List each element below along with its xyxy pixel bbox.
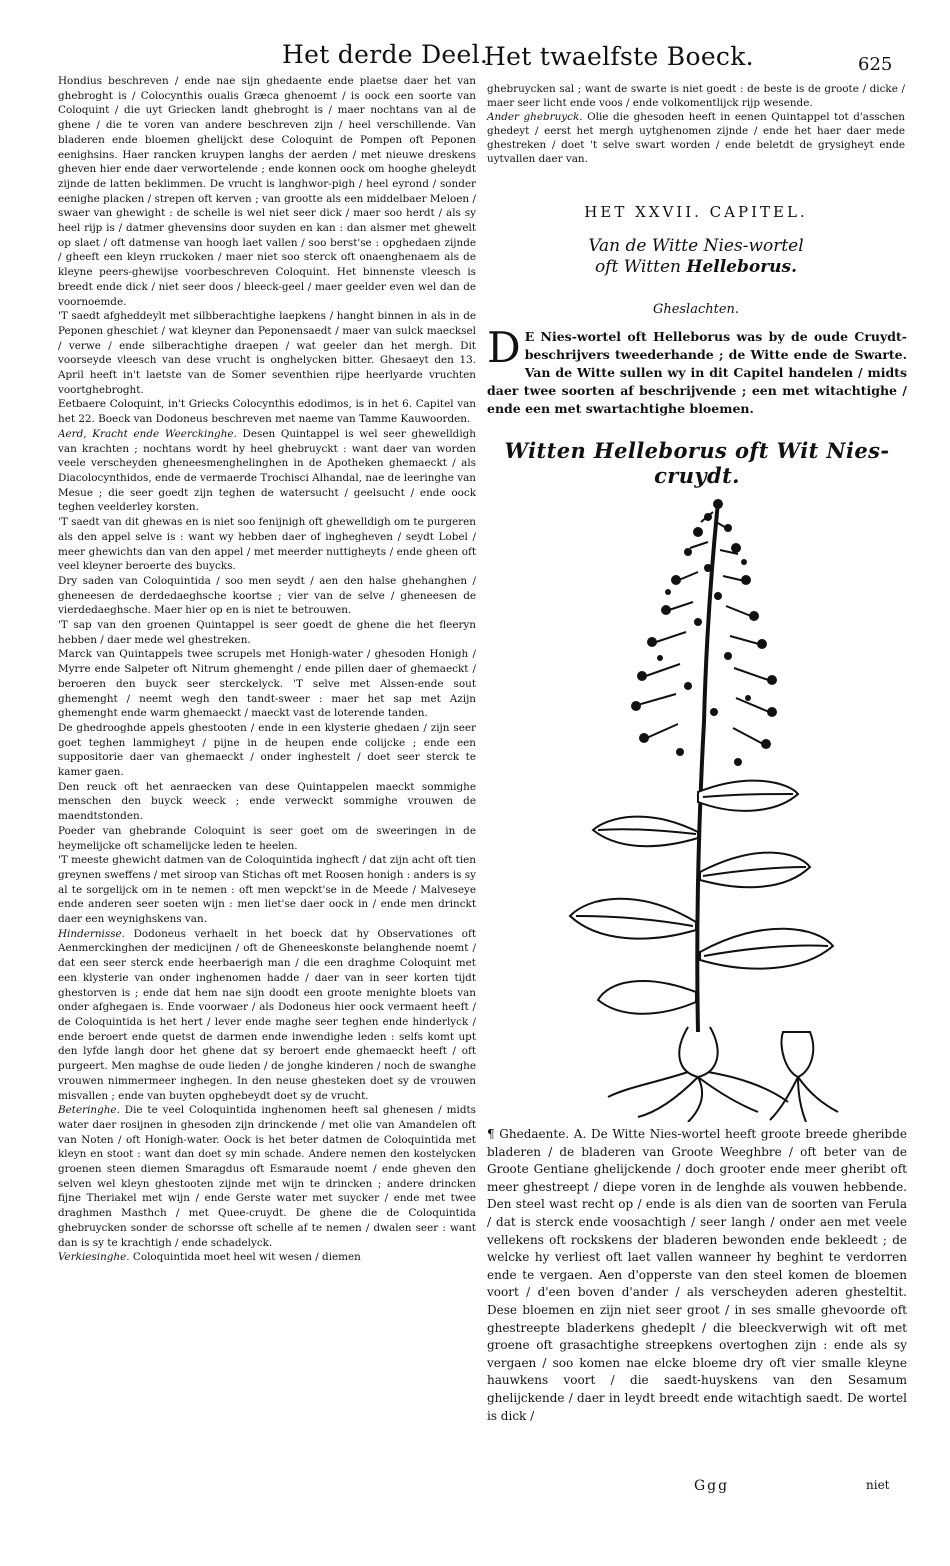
paragraph: Hindernisse. Dodoneus verhaelt in het boeck dat hy Observationes oft Aenmerckinghen der medicijnen / oft de Gheneeskonste belanghende noemt / dat een seer sterck ende heerbaerigh man / die een draghme Coloquint met een klysterie van onder inghenomen hadde / daer van in seer korten tijdt ghestorven is ; ende dat hem nae sijn doodt een groote menighte bloets van onder afghegaen is. Ende voorwaer / als Dodoneus hier oock vermaent heeft / de Coloquintida is het hert / lever ende maghe seer teghen ende hinderlyck / ende beroert ende quetst de darmen ende inwendighe leden : selfs komt upt den lyfde langh door het ghene dat sy beroert ende ghemaeckt heeft / oft purgeert. Men maghse de oude lieden / de jonghe kinderen / noch de swanghe vrouwen nimmermeer inghegen. In den neuse ghesteken doet sy de vrouwen misvallen ; ende van buyten opghebeydt doet sy de vrucht. xyxy=(58,927,476,1102)
section-lead: Ander ghebruyck. xyxy=(487,111,583,123)
paragraph: 'T saedt van dit ghewas en is niet soo fenijnigh oft ghewelldigh om te purgeren als den appel selve is : want wy hebben daer of inghegheven / seydt Lobel / meer ghewichts dan van den appel / met meerder nuttigheyts / ende gheen oft veel kleyner beroerte des buycks. xyxy=(58,516,476,573)
paragraph: Hondius beschreven / ende nae sijn ghedaente ende plaetse daer het van ghebroght is / Colocynthis oualis Græca ghenoemt / is oock een soorte van Coloquint / die uyt Griecken landt ghebroght is / maer nochtans van al de ghene / die te voren van andere beschreven zijn / heel verschillende. Van bladeren ende bloemen ghelijckt dese Coloquint de Pompen oft Peponen eenighsins. Haer rancken kruypen langhs der aerden / met nieuwe dreskens gheven hier ende daer verwortelende ; ende konnen oock om hooghe gheleydt zijnde de latten beklimmen. De vrucht is langhwor-pigh / heel eyrond / sonder eenighe placken / strepen oft kerven ; van grootte als een middelbaer Meloen / swaer van ghewight : de schelle is wel niet seer dick / maer soo herdt / als sy heel rijp is / datmer ghevensins door suyden en kan : dan alsmer met ghewelt op slaet / oft datmense van hoogh laet vallen / soo berst'se : opghedaen zijnde / gheeft een kleyn rruckoken / maer niet soo sterck oft onaenghenaem als de kleyne peers-ghewijse voorbeschreven Coloquint. Het binnenste vleesch is breedt ende dick / niet seer doos / bleeck-geel / maer geelder even wel dan de voornoemde. xyxy=(58,75,476,308)
page-number: 625 xyxy=(858,54,893,75)
paragraph: Ander ghebruyck. Olie die ghesoden heeft in eenen Quintappel tot d'asschen ghedeyt / eerst het mergh uytghenomen zijnde / ende het haer daer mede ghestreken / doet 't selve swart worden / ende beletdt de grysigheyt ende uytvallen daer van. xyxy=(487,111,905,165)
signature-mark: Ggg xyxy=(694,1478,730,1494)
section-heading: Gheslachten. xyxy=(652,302,740,317)
paragraph: 'T sap van den groenen Quintappel is seer goedt de ghene die het fleeryn hebben / daer mede wel ghestreken. xyxy=(58,619,476,646)
paragraph: Eetbaere Coloquint, in't Griecks Colocynthis edodimos, is in het 6. Capitel van het 22. Boeck van Dodoneus beschreven met naeme van Tamme Kauwoorden. xyxy=(58,398,476,426)
leaf xyxy=(700,929,833,969)
left-text-column xyxy=(58,74,476,1484)
paragraph: Verkiesinghe. Coloquintida moet heel wit wesen / diemen xyxy=(58,1251,361,1264)
chapter-subtitle-2: oft Witten Helleborus. xyxy=(594,257,798,277)
chapter-subtitle: Van de Witte Nies-wortel xyxy=(588,236,804,256)
paragraph: Marck van Quintappels twee scrupels met Honigh-water / ghesoden Honigh / Myrre ende Salpeter oft Nitrum ghemenght / ende pillen daer of ghemaeckt / beroeren den buyck seer sterckelyck. 'T selve met Alssen-ende sout ghemenght / neemt wegh den tandt-sweer : maer het sap met Azijn ghemenght ende warm ghemaeckt / maeckt vast de loterende tanden. xyxy=(58,648,476,720)
paragraph: ghebruycken sal ; want de swarte is niet goedt : de beste is de groote / dicke / maer seer licht ende voos / ende volkomentlijck rijp wesende. xyxy=(487,83,905,109)
paragraph: Dry saden van Coloquintida / soo men seydt / aen den halse ghehanghen / gheneesen de derdedaeghsche koortse ; vier van de selve / gheneesen de vierdedaeghsche. Maer hier op en is niet te betrouwen. xyxy=(58,574,476,617)
section-lead: Verkiesinghe. xyxy=(58,1251,130,1264)
section-lead: Aerd, Kracht ende Weerckinghe. xyxy=(58,427,237,440)
running-head-right: Het twaelfste Boeck. xyxy=(484,42,754,71)
chapter-title: HET XXVII. CAPITEL. xyxy=(584,203,808,221)
section-lead: Hindernisse. xyxy=(58,927,125,940)
paragraph: Poeder van ghebrande Coloquint is seer goet om de sweeringen in de heymelijcke oft schamelijcke leden te heelen. xyxy=(58,824,476,852)
leaf xyxy=(593,817,698,847)
paragraph: Aerd, Kracht ende Weerckinghe. Desen Quintappel is wel seer ghewelldigh van krachten ; nochtans wordt hy heel ghebruyckt : want daer van worden veele verscheyden gheneesmenghelinghen in de Apotheken ghemaeckt / als Diacolocynthidos, ende de vermaerde Trochisci Alhandal, nae de leeringhe van Mesue ; die seer goedt zijn teghen de watersucht / geelsucht / ende oock teghen veelderley korsten. xyxy=(58,427,476,514)
paragraph: Den reuck oft het aenraecken van dese Quintappelen maeckt sommighe menschen den buyck weeck ; ende verweckt sommighe vrouwen de maendtstonden. xyxy=(58,780,476,823)
section-lead: ¶ Ghedaente. A. xyxy=(487,1127,587,1141)
drop-cap: D xyxy=(487,323,521,372)
description-paragraph: ¶ Ghedaente. A. De Witte Nies-wortel heeft groote breede gheribde bladeren / de bladeren van Groote Weeghbre / oft beter van de Groote Gentiane ghelijckende / doch grooter ende meer gheribt oft meer ghestreept / diepe voren in de lenghde als vouwen hebbende. Den steel wast recht op / ende is als dien van de soorten van Ferula / dat is sterck ende voosachtigh / seer langh / onder aen met veele vellekens oft rockskens der bladeren bewonden ende bekleedt ; de welcke hy verliest oft laet vallen wanneer hy beghint te verdorren ende te vergaen. Aen d'opperste van den steel komen de bloemen voort / d'een boven d'ander / als verscheyden aderen ghesteltit. Dese bloemen en zijn niet seer groot / in ses smalle ghevoorde oft ghestreepte bladerkens ghedeplt / die bleeckverwigh wit oft met groene oft grasachtighe streepkens overtoghen zijn : ende als sy vergaen / soo komen nae elcke bloeme dry oft vier smalle kleyne hauwkens voort / die saedt-huyskens van den Sesamum ghelijckende / daer in leydt breedt ende witachtigh saedt. De wortel is dick / xyxy=(487,1127,907,1423)
chapter-intro: D E Nies-wortel oft Helleborus was by de oude Cruydt-beschrijvers tweederhande ; de Witte ende de Swarte. Van de Witte sullen wy in dit Capitel handelen / midts daer twee soorten af beschrijvende ; een met witachtighe / ende een met swartachtighe bloemen. xyxy=(487,323,907,416)
leaf xyxy=(598,981,696,1014)
white-hellebore-illustration xyxy=(548,472,848,1122)
running-head-left: Het derde Deel. xyxy=(282,40,489,69)
section-lead: Beteringhe. xyxy=(58,1104,120,1117)
paragraph: 'T saedt afgheddeylt met silbberachtighe laepkens / hanght binnen in als in de Peponen gheschiet / wat kleyner dan Peponensaedt / maer van sulck maecksel / verwe / ende silberachtighe draepen / wat geeler dan het mergh. Dit voorseyde vleesch van dese vrucht is onghelycken bitter. Ghesaeyt den 13. April heeft in't laetste van de Somer seventhien rijpe heerlyarde vruchten voortghebroght. xyxy=(58,310,476,396)
paragraph: 'T meeste ghewicht datmen van de Coloquintida inghecft / dat zijn acht oft tien greynen sweffens / met siroop van Stichas oft met Roosen honigh : anders is sy al te sorgelijck om in te nemen : oft men wepckt'se in de Meede / Malveseye ende anderen seer soeten wijn : men liet'se daer oock in / ende men drinckt daer een weynighskens van. xyxy=(58,854,476,926)
right-text-column-top xyxy=(487,82,905,166)
paragraph: De ghedrooghde appels ghestooten / ende in een klysterie ghedaen / zijn seer goet teghen lammigheyt / pijne in de heupen ende colijcke ; ende een suppositorie daer van ghemaeckt / onder inghestelt / doet seer sterck te kamer gaen. xyxy=(58,721,476,779)
paragraph: Beteringhe. Die te veel Coloquintida inghenomen heeft sal ghenesen / midts water daer rosijnen in ghesoden zijn drinckende / met olie van Amandelen oft van Noten / oft Honigh-water. Oock is het beter datmen de Coloquintida met kleyn en stoot : want dan doet sy min schade. Andere nemen den kostelycken groenen steen diemen Smaragdus oft Esmaraude noemt / ende gheven den selven wel kleyn ghestooten zijnde met wijn te drincken ; andere drincken fijne Theriakel met wijn / ende Gerste water met suycker / ende met twee draghmen Masthch / met Quee-cruydt. De ghene die de Coloquintida ghebruycken sonder de schorsse oft schelle af te nemen / dwalen seer : want dan is sy te krachtigh / ende schadelyck. xyxy=(58,1104,476,1249)
figure-caption: Witten Helleborus oft Wit Nies-cruydt. xyxy=(504,438,890,488)
catchword: niet xyxy=(866,1478,890,1492)
